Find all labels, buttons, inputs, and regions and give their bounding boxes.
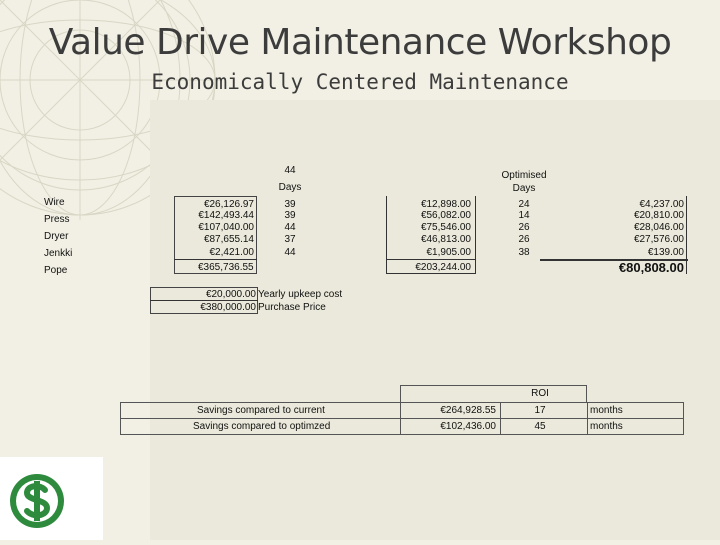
- roi-value-optimized: €102,436.00: [440, 421, 496, 432]
- current-cost-dryer: €107,040.00: [198, 222, 254, 233]
- optimised-cost-press: €56,082.00: [420, 210, 471, 221]
- current-cost-wire: €26,126.97: [203, 199, 254, 210]
- optimised-total-divider: [386, 259, 476, 260]
- days44-press: 39: [284, 210, 296, 221]
- header-optimised: Optimised: [501, 170, 547, 181]
- company-dollar-logo-icon: [0, 457, 103, 540]
- upkeep-value: €20,000.00: [205, 289, 256, 300]
- opt-days-press: 14: [518, 210, 530, 221]
- roi-label-optimized: Savings compared to optimzed: [193, 421, 331, 432]
- opt-days-jenkki: 26: [518, 234, 530, 245]
- current-cost-press: €142,493.44: [198, 210, 254, 221]
- roi-value-current: €264,928.55: [440, 405, 496, 416]
- header-44-days: Days: [278, 182, 302, 193]
- roi-col-divider-2: [500, 402, 501, 435]
- upkeep-label: Yearly upkeep cost: [258, 289, 343, 300]
- opt-days-dryer: 26: [518, 222, 530, 233]
- days44-dryer: 44: [284, 222, 296, 233]
- savings-total: €80,808.00: [618, 260, 684, 275]
- roi-row-divider: [120, 418, 684, 419]
- header-44-number: 44: [284, 165, 296, 176]
- savings-right-border: [686, 196, 687, 274]
- purchase-label: Purchase Price: [258, 302, 326, 313]
- row-name-wire: Wire: [44, 197, 65, 208]
- roi-months-optimized: 45: [534, 421, 546, 432]
- purchase-value: €380,000.00: [200, 302, 256, 313]
- days44-pope: 44: [284, 247, 296, 258]
- optimised-right-border: [475, 196, 476, 274]
- savings-press: €20,810.00: [633, 210, 684, 221]
- row-name-pope: Pope: [44, 265, 68, 276]
- roi-header: ROI: [531, 388, 549, 399]
- opt-days-wire: 24: [518, 199, 530, 210]
- roi-unit-current: months: [590, 405, 623, 416]
- page-title: Value Drive Maintenance Workshop: [48, 22, 672, 63]
- savings-pope: €139.00: [647, 247, 684, 258]
- days44-jenkki: 37: [284, 234, 296, 245]
- row-name-jenkki: Jenkki: [44, 248, 73, 259]
- roi-col-divider-3: [587, 402, 588, 435]
- current-cost-total: €365,736.55: [198, 262, 254, 273]
- roi-label-current: Savings compared to current: [197, 405, 325, 416]
- optimised-cost-wire: €12,898.00: [420, 199, 471, 210]
- roi-months-current: 17: [534, 405, 546, 416]
- content-panel: [150, 100, 720, 540]
- savings-wire: €4,237.00: [639, 199, 684, 210]
- optimised-cost-dryer: €75,546.00: [420, 222, 471, 233]
- company-logo: [0, 457, 103, 540]
- current-total-divider: [174, 259, 257, 260]
- days44-wire: 39: [284, 199, 296, 210]
- optimised-cost-jenkki: €46,813.00: [420, 234, 471, 245]
- optimised-left-border: [386, 196, 387, 274]
- page-subtitle: Economically Centered Maintenance: [151, 70, 569, 94]
- roi-col-divider-1: [400, 402, 401, 435]
- row-name-press: Press: [44, 214, 70, 225]
- savings-jenkki: €27,576.00: [633, 234, 684, 245]
- opt-days-pope: 38: [518, 247, 530, 258]
- current-cost-jenkki: €87,655.14: [203, 234, 254, 245]
- current-cost-pope: €2,421.00: [209, 247, 254, 258]
- optimised-cost-total: €203,244.00: [415, 262, 471, 273]
- optimised-cost-pope: €1,905.00: [426, 247, 471, 258]
- header-optimised-days: Days: [512, 183, 536, 194]
- row-name-dryer: Dryer: [44, 231, 69, 242]
- roi-unit-optimized: months: [590, 421, 623, 432]
- savings-dryer: €28,046.00: [633, 222, 684, 233]
